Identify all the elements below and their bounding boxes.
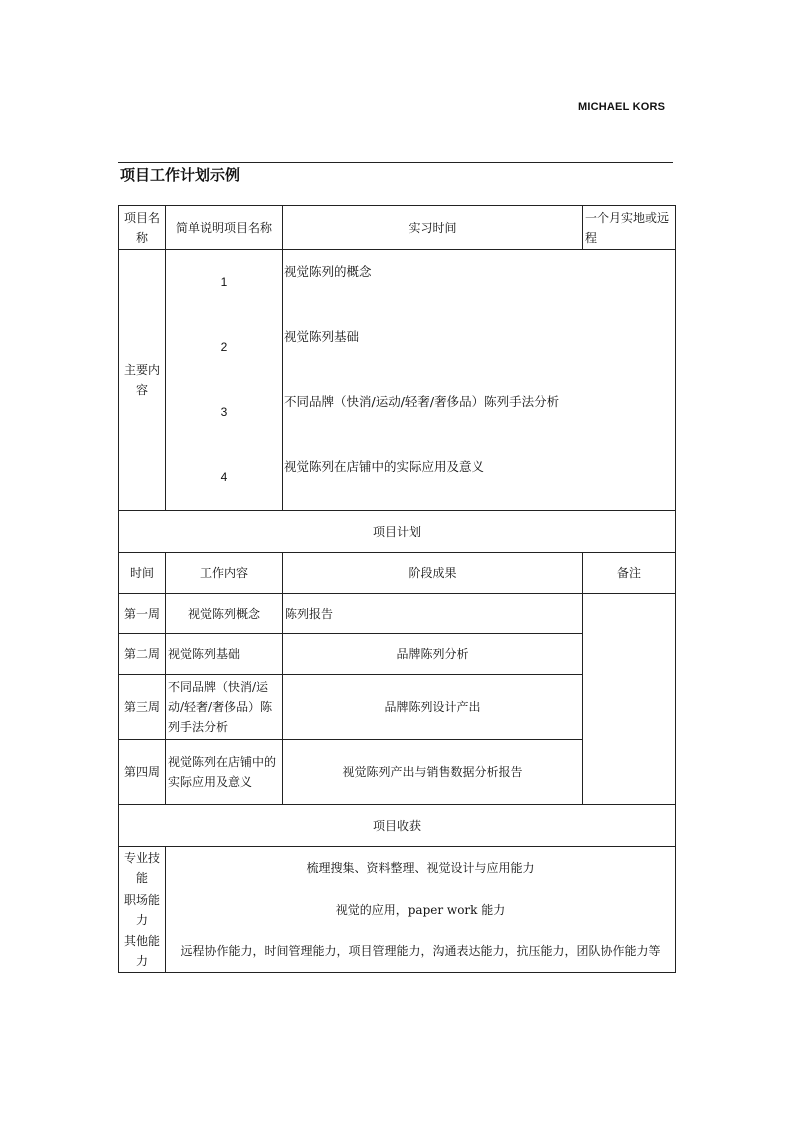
topic-number: 4 [220, 470, 228, 484]
project-plan-table [118, 205, 676, 973]
col-work-label: 工作内容 [166, 553, 283, 594]
week-result: 品牌陈列设计产出 [283, 675, 583, 740]
plan-section-row [119, 511, 676, 553]
week-result: 品牌陈列分析 [283, 634, 583, 675]
plan-header-row [119, 553, 676, 594]
notes-cell [583, 594, 676, 805]
gains-text: 视觉的应用，paper work 能力 [166, 889, 676, 931]
brand-logo-text: MICHAEL KORS [578, 101, 666, 113]
gains-text: 远程协作能力，时间管理能力，项目管理能力，沟通表达能力，抗压能力，团队协作能力等 [166, 931, 676, 973]
gains-row [119, 847, 676, 889]
gains-section-row [119, 805, 676, 847]
week-row [119, 594, 676, 634]
gains-section-label: 项目收获 [119, 805, 676, 847]
topic-list [283, 250, 676, 511]
week-work: 视觉陈列基础 [166, 634, 283, 675]
week-label: 第四周 [119, 740, 166, 805]
main-content-label: 主要内容 [119, 250, 166, 511]
gains-label: 职场能力 [119, 889, 166, 931]
gains-row [119, 889, 676, 931]
col-result-label: 阶段成果 [283, 553, 583, 594]
week-work: 不同品牌（快消/运动/轻奢/奢侈品）陈列手法分析 [166, 675, 283, 740]
gains-row [119, 931, 676, 973]
topic-number-column [166, 250, 283, 511]
gains-text: 梳理搜集、资料整理、视觉设计与应用能力 [166, 847, 676, 889]
main-content-row [119, 250, 676, 511]
gains-label: 专业技能 [119, 847, 166, 889]
week-label: 第三周 [119, 675, 166, 740]
col-time-label: 时间 [119, 553, 166, 594]
week-label: 第一周 [119, 594, 166, 634]
project-name-label: 项目名称 [119, 206, 166, 250]
week-work: 视觉陈列在店铺中的实际应用及意义 [166, 740, 283, 805]
gains-label: 其他能力 [119, 931, 166, 973]
short-desc-label: 简单说明项目名称 [166, 206, 283, 250]
topic-number: 1 [220, 275, 228, 289]
week-work: 视觉陈列概念 [166, 594, 283, 634]
page-title: 项目工作计划示例 [120, 166, 241, 184]
header-row [119, 206, 676, 250]
topic-text: 视觉陈列在店铺中的实际应用及意义 [284, 459, 485, 474]
internship-time-label: 实习时间 [283, 206, 583, 250]
week-result: 陈列报告 [283, 594, 583, 634]
topic-text: 视觉陈列基础 [284, 329, 360, 344]
topic-text: 不同品牌（快消/运动/轻奢/奢侈品）陈列手法分析 [284, 394, 560, 409]
mode-label: 一个月实地或远程 [583, 206, 676, 250]
col-notes-label: 备注 [583, 553, 676, 594]
topic-number: 2 [220, 340, 228, 354]
week-label: 第二周 [119, 634, 166, 675]
topic-text: 视觉陈列的概念 [284, 264, 372, 279]
plan-section-label: 项目计划 [119, 511, 676, 553]
header-divider [118, 162, 673, 163]
topic-number: 3 [220, 405, 228, 419]
week-result: 视觉陈列产出与销售数据分析报告 [283, 740, 583, 805]
